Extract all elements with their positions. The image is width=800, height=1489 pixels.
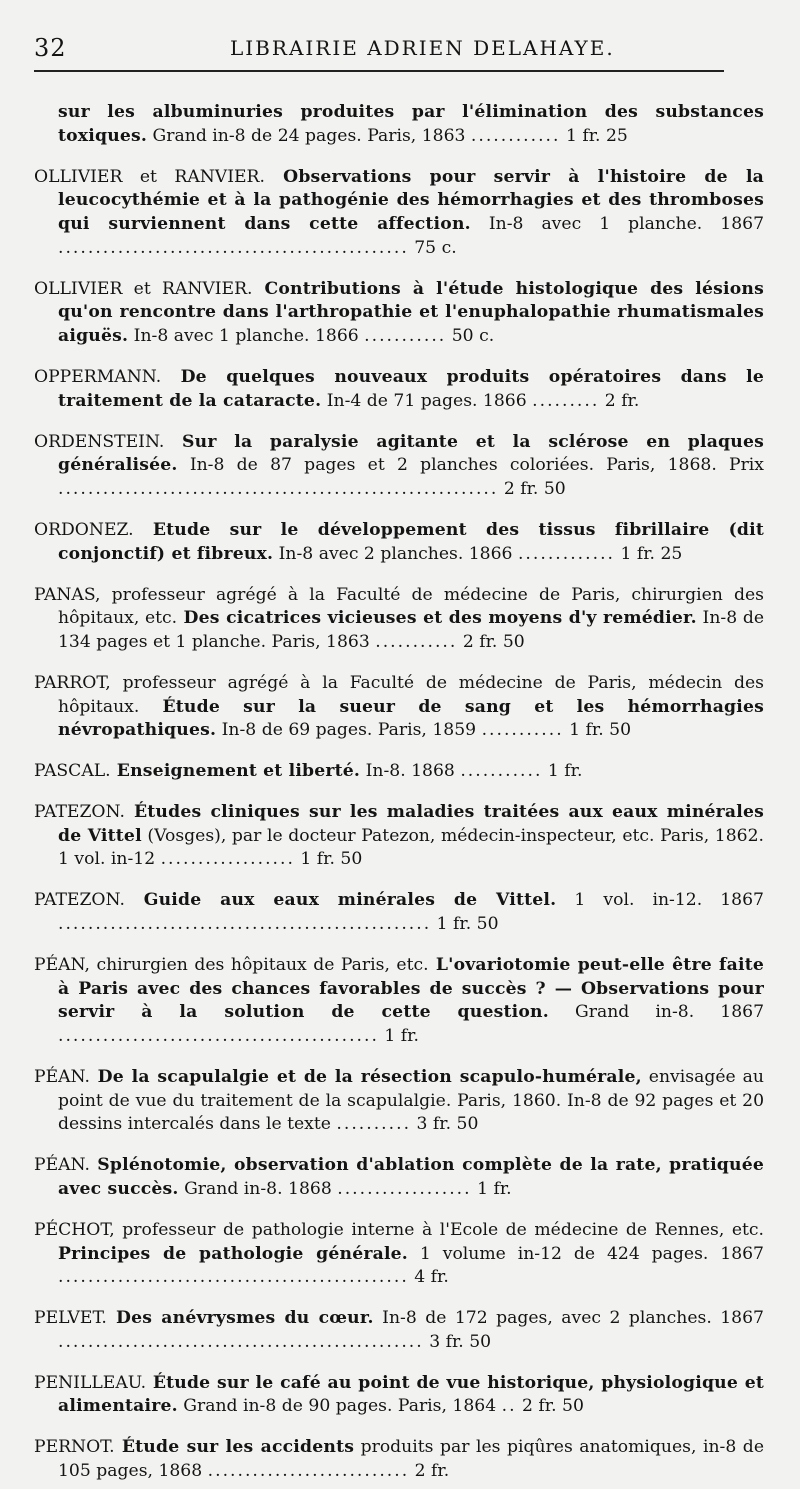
dot-leader: ............................................... xyxy=(58,237,409,258)
entry-price: 1 fr. 25 xyxy=(565,125,628,146)
entry-author: OLLIVIER et RANVIER. xyxy=(34,278,253,299)
dot-leader: .................. xyxy=(160,849,295,870)
dot-leader: ............................................... xyxy=(58,1267,409,1288)
entry-title: sur les albuminuries produites par l'élimination des substances toxiques. xyxy=(58,102,764,146)
catalog-entry xyxy=(34,801,764,872)
entry-author: PERNOT. xyxy=(34,1437,115,1458)
entry-details: In-8 de 172 pages, avec 2 planches. 1867 xyxy=(373,1308,764,1329)
entry-title: Des anévrysmes du cœur. xyxy=(106,1308,374,1329)
entry-details: (Vosges), par le docteur Patezon, médecin-inspecteur, etc. Paris, 1862. 1 vol. in-12 xyxy=(58,825,764,870)
entry-details: In-8 avec 2 planches. 1866 xyxy=(273,543,513,564)
entry-details: 1 vol. in-12. 1867 xyxy=(556,890,764,911)
catalog-entry xyxy=(34,278,764,349)
entry-price: 4 fr. xyxy=(414,1267,449,1288)
entry-details: Grand in-8. 1868 xyxy=(178,1178,332,1199)
entry-details: envisagée au point de vue du traitement de la scapulalgie. Paris, 1860. In-8 de 92 pages et 20 dessins intercalés dans le texte xyxy=(58,1066,764,1135)
entry-title: Principes de pathologie générale. xyxy=(58,1243,408,1264)
entry-price: 1 fr. 25 xyxy=(620,543,683,564)
entry-price: 1 fr. 50 xyxy=(300,849,363,870)
entry-title: Observations pour servir à l'histoire de la leucocythémie et à la pathogénie des hémorrhagies et des thromboses qui surviennent dans cette affection. xyxy=(58,166,765,235)
entry-author: PATEZON. xyxy=(34,802,125,823)
dot-leader: ........... xyxy=(460,761,543,782)
entry-details: produits par les piqûres anatomiques, in-8 de 105 pages, 1868 xyxy=(58,1437,764,1482)
catalog-entry xyxy=(34,584,764,655)
dot-leader: ........................................... xyxy=(58,1026,379,1047)
entry-title: L'ovariotomie peut-elle être faite à Paris avec des chances favorables de succès ? — Observations pour servir à la solution de cette question. xyxy=(58,954,764,1023)
catalog-entry xyxy=(34,760,764,784)
header-rule xyxy=(34,70,724,72)
dot-leader: ........... xyxy=(375,631,458,652)
catalog-entry xyxy=(34,954,764,1049)
entry-details: In-8 de 69 pages. Paris, 1859 xyxy=(216,720,477,741)
dot-leader: ........................... xyxy=(207,1461,410,1482)
entry-title: De la scapulalgie et de la résection scapulo-humérale, xyxy=(89,1066,642,1087)
entry-author: ORDENSTEIN. xyxy=(34,431,165,452)
entry-price: 2 fr. 50 xyxy=(522,1396,584,1417)
catalog-entry xyxy=(34,1372,764,1419)
entry-details: In-8. 1868 xyxy=(360,761,455,782)
entry-author: ORDONEZ. xyxy=(34,519,134,540)
entry-price: 1 fr. 50 xyxy=(569,720,632,741)
entry-description: professeur agrégé à la Faculté de médecine de Paris, médecin des hôpitaux. xyxy=(58,672,764,717)
entry-author: PÉAN. xyxy=(34,1066,90,1087)
dot-leader: .................. xyxy=(337,1178,472,1199)
entry-author: PARROT, xyxy=(34,672,111,693)
dot-leader: ........................................................... xyxy=(58,479,499,500)
dot-leader: ................................................. xyxy=(58,1331,424,1352)
catalog-entry xyxy=(34,1436,764,1483)
catalog-entry xyxy=(34,1066,764,1137)
catalog-entries xyxy=(34,84,764,1489)
dot-leader: .................................................. xyxy=(58,914,432,935)
entry-author: PÉAN. xyxy=(34,1155,90,1176)
entry-title: Études cliniques sur les maladies traitées aux eaux minérales de Vittel xyxy=(58,802,764,846)
entry-title: Étude sur les accidents xyxy=(114,1437,355,1458)
entry-price: 1 fr. xyxy=(384,1026,419,1047)
catalog-entry xyxy=(34,1154,764,1201)
entry-price: 3 fr. 50 xyxy=(416,1114,479,1135)
dot-leader: ............. xyxy=(517,543,615,564)
entry-details: Grand in-8. 1867 xyxy=(548,1002,765,1023)
entry-title: Guide aux eaux minérales de Vittel. xyxy=(124,890,557,911)
entry-description: professeur agrégé à la Faculté de médecine de Paris, chirurgien des hôpitaux, etc. xyxy=(58,584,764,629)
dot-leader: ........... xyxy=(364,326,447,347)
entry-price: 2 fr. xyxy=(414,1461,450,1482)
catalog-entry xyxy=(34,366,764,413)
entry-description: professeur de pathologie interne à l'Ecole de médecine de Rennes, etc. xyxy=(114,1219,764,1240)
catalog-entry xyxy=(34,1219,764,1290)
dot-leader: ......... xyxy=(532,390,600,411)
entry-price: 3 fr. 50 xyxy=(429,1331,492,1352)
running-title: LIBRAIRIE ADRIEN DELAHAYE. xyxy=(230,36,615,60)
entry-price: 1 fr. 50 xyxy=(436,914,499,935)
entry-title: Etude sur le développement des tissus fibrillaire (dit conjonctif) et fibreux. xyxy=(58,519,764,564)
entry-author: PELVET. xyxy=(34,1308,107,1329)
entry-price: 2 fr. xyxy=(604,390,640,411)
entry-author: PÉAN, xyxy=(34,954,90,975)
entry-title: Étude sur le café au point de vue historique, physiologique et alimentaire. xyxy=(58,1372,764,1417)
entry-details: Grand in-8 de 24 pages. Paris, 1863 xyxy=(147,125,466,146)
entry-author: PASCAL. xyxy=(34,761,111,782)
entry-author: OLLIVIER et RANVIER. xyxy=(34,166,265,187)
catalog-entry xyxy=(34,101,764,148)
entry-title: Étude sur la sueur de sang et les hémorrhagies névropathiques. xyxy=(58,696,764,741)
catalog-entry xyxy=(34,1307,764,1354)
entry-details: In-8 avec 1 planche. 1867 xyxy=(470,214,765,235)
entry-details: In-4 de 71 pages. 1866 xyxy=(321,390,527,411)
entry-author: OPPERMANN. xyxy=(34,367,162,388)
entry-price: 1 fr. xyxy=(477,1178,512,1199)
entry-title: De quelques nouveaux produits opératoires dans le traitement de la cataracte. xyxy=(58,367,764,411)
entry-details: Grand in-8 de 90 pages. Paris, 1864 xyxy=(177,1396,497,1417)
dot-leader: ............ xyxy=(470,125,561,146)
entry-description: chirurgien des hôpitaux de Paris, etc. xyxy=(89,954,429,975)
dot-leader: ........... xyxy=(481,720,564,741)
page-header xyxy=(34,34,774,66)
catalog-entry xyxy=(34,431,764,502)
entry-details: In-8 avec 1 planche. 1866 xyxy=(128,326,359,347)
dot-leader: .......... xyxy=(336,1114,412,1135)
entry-price: 2 fr. 50 xyxy=(462,631,525,652)
entry-title: Sur la paralysie agitante et la sclérose en plaques généralisée. xyxy=(58,431,764,476)
catalog-entry xyxy=(34,166,764,261)
entry-details: In-8 de 134 pages et 1 planche. Paris, 1863 xyxy=(58,608,765,652)
entry-author: PATEZON. xyxy=(34,890,125,911)
entry-author: PENILLEAU. xyxy=(34,1372,147,1393)
entry-author: PANAS, xyxy=(34,584,101,605)
entry-title: Splénotomie, observation d'ablation complète de la rate, pratiquée avec succès. xyxy=(58,1155,764,1199)
entry-title: Contributions à l'étude histologique des lésions qu'on rencontre dans l'arthropathie et l'enuphalopathie rhumatismales aiguës. xyxy=(58,278,764,347)
entry-title: Des cicatrices vicieuses et des moyens d'y remédier. xyxy=(177,608,697,629)
entry-price: 2 fr. 50 xyxy=(503,479,566,500)
page-number: 32 xyxy=(34,34,67,62)
entry-price: 50 c. xyxy=(451,326,495,347)
entry-title: Enseignement et liberté. xyxy=(110,761,361,782)
catalog-entry xyxy=(34,889,764,936)
entry-details: In-8 de 87 pages et 2 planches coloriées. Paris, 1868. Prix xyxy=(177,455,764,476)
entry-price: 75 c. xyxy=(414,237,457,258)
entry-price: 1 fr. xyxy=(547,761,583,782)
catalog-entry xyxy=(34,672,764,743)
dot-leader: .. xyxy=(501,1396,517,1417)
entry-details: 1 volume in-12 de 424 pages. 1867 xyxy=(408,1243,764,1264)
catalog-entry xyxy=(34,519,764,566)
entry-author: PÉCHOT, xyxy=(34,1219,115,1240)
